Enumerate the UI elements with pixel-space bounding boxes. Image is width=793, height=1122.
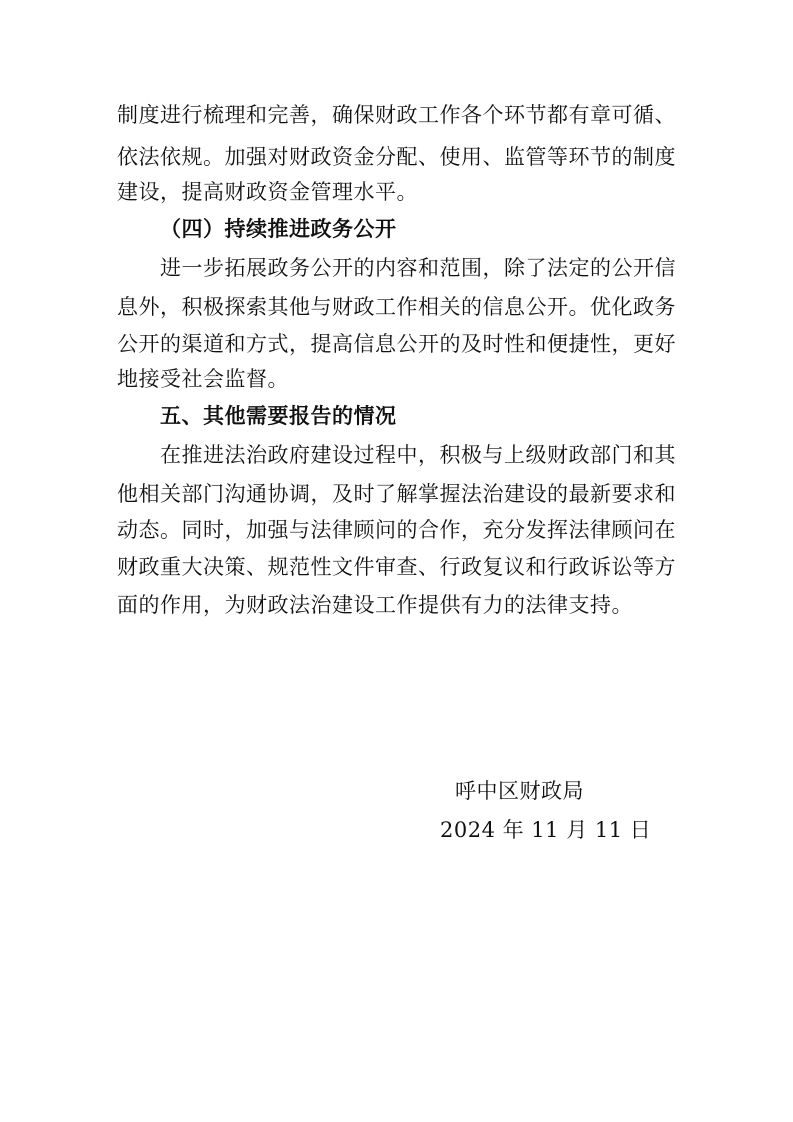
paragraph-line: 地接受社会监督。 <box>117 367 289 391</box>
paragraph-line: 依法依规。加强对财政资金分配、使用、监管等环节的制度 <box>117 145 676 169</box>
paragraph-line: 建设，提高财政资金管理水平。 <box>117 180 418 204</box>
signature-organization: 呼中区财政局 <box>455 779 584 803</box>
paragraph-line: 他相关部门沟通协调，及时了解掌握法治建设的最新要求和 <box>117 482 676 506</box>
paragraph-line: 进一步拓展政务公开的内容和范围，除了法定的公开信 <box>160 256 676 280</box>
paragraph-line: 公开的渠道和方式，提高信息公开的及时性和便捷性，更好 <box>117 332 676 356</box>
signature-date: 2024 年 11 月 11 日 <box>440 818 652 842</box>
paragraph-line: 动态。同时，加强与法律顾问的合作，充分发挥法律顾问在 <box>117 518 676 542</box>
paragraph-line: 在推进法治政府建设过程中，积极与上级财政部门和其 <box>160 443 676 467</box>
section-heading: 五、其他需要报告的情况 <box>160 404 397 428</box>
paragraph-line: 制度进行梳理和完善，确保财政工作各个环节都有章可循、 <box>117 103 676 127</box>
paragraph-line: 面的作用，为财政法治建设工作提供有力的法律支持。 <box>117 593 633 617</box>
paragraph-line: 财政重大决策、规范性文件审查、行政复议和行政诉讼等方 <box>117 555 676 579</box>
paragraph-line: 息外，积极探索其他与财政工作相关的信息公开。优化政务 <box>117 295 676 319</box>
section-heading: （四）持续推进政务公开 <box>160 217 397 241</box>
